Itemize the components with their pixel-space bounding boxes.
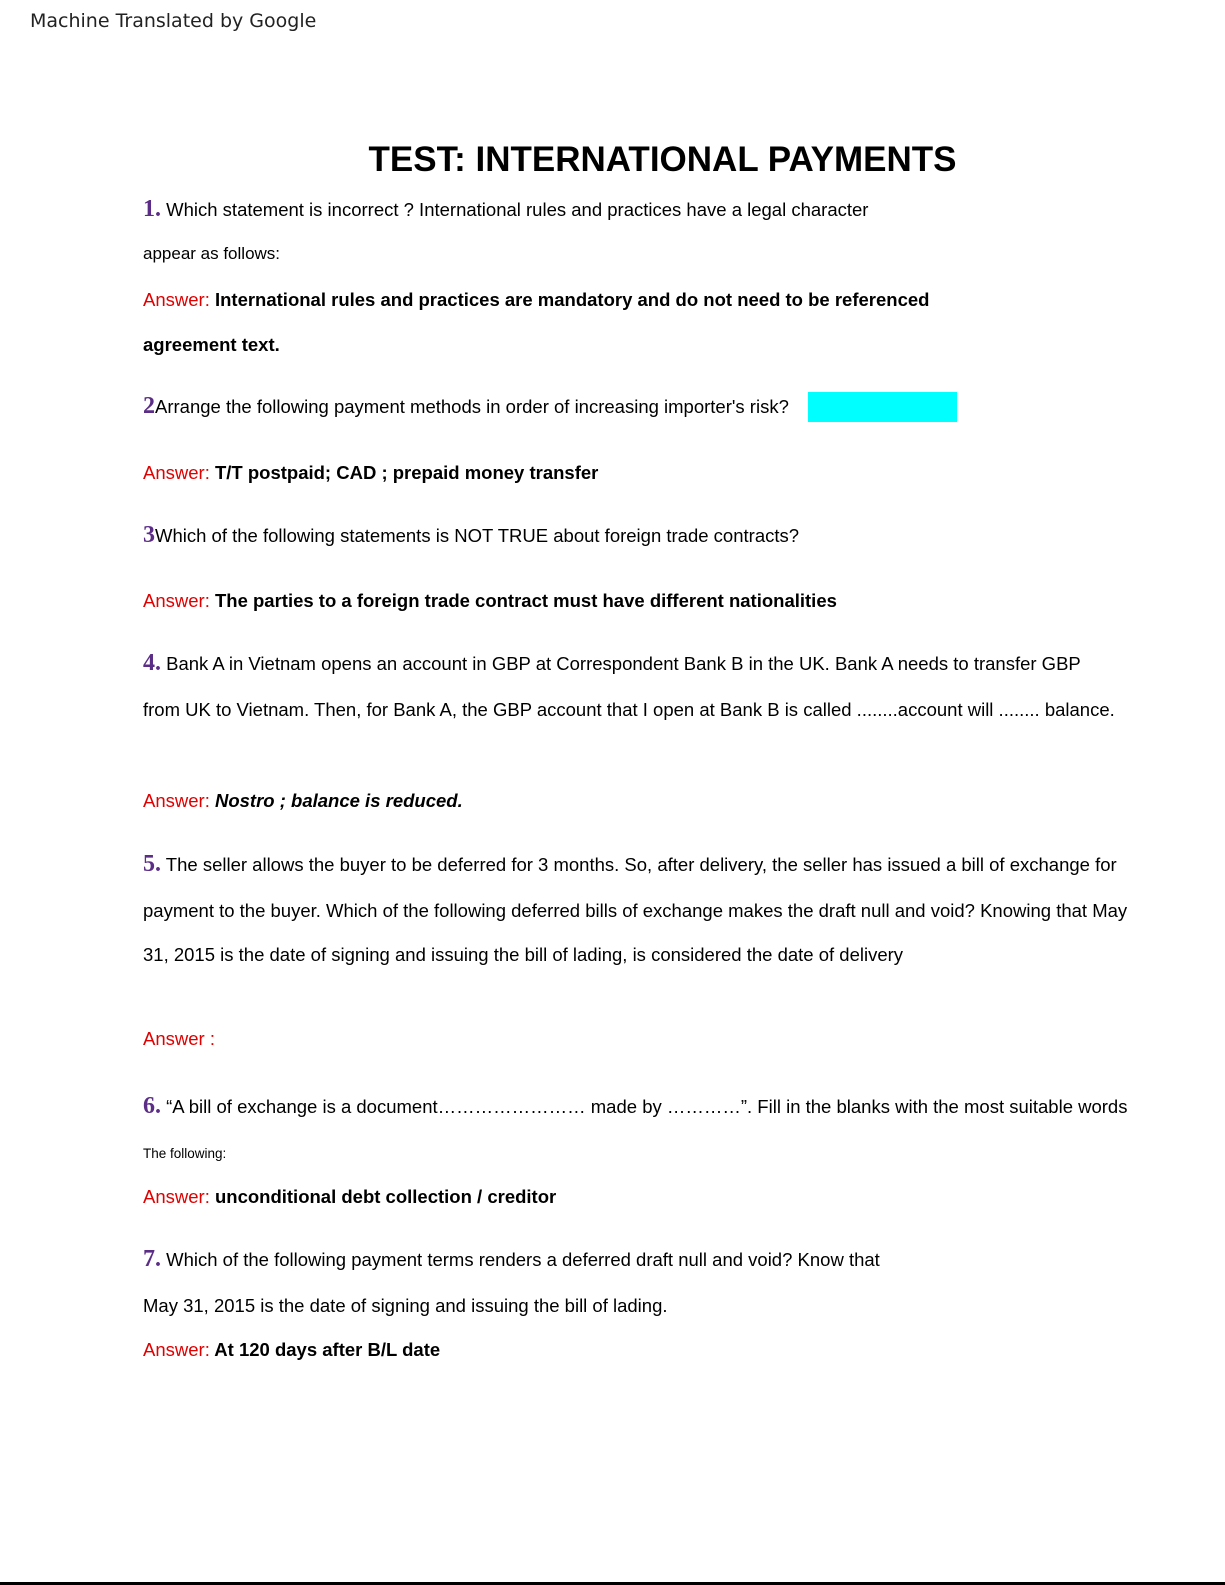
cyan-highlight: [808, 392, 957, 422]
question-number: 7.: [143, 1246, 161, 1272]
question-text: Arrange the following payment methods in order of increasing importer's risk?: [155, 396, 789, 417]
question-7-continuation: May 31, 2015 is the date of signing and issuing the bill of lading.: [143, 1295, 668, 1316]
question-text: Which statement is incorrect ? International rules and practices have a legal character: [161, 199, 869, 220]
question-number: 3: [143, 522, 155, 548]
question-3: [143, 522, 799, 549]
answer-4: [143, 790, 463, 812]
question-text: Which of the following payment terms renders a deferred draft null and void? Know that: [161, 1249, 880, 1270]
answer-text: T/T postpaid; CAD ; prepaid money transfer: [209, 462, 599, 483]
page-title: TEST: INTERNATIONAL PAYMENTS: [368, 140, 957, 179]
answer-label: Answer:: [143, 790, 210, 811]
question-7: [143, 1246, 880, 1273]
question-number: 5.: [143, 851, 161, 877]
answer-label: Answer:: [143, 1339, 210, 1360]
question-number: 6.: [143, 1093, 161, 1119]
answer-label: Answer:: [143, 289, 210, 310]
question-2: [143, 393, 789, 420]
answer-label: Answer :: [143, 1028, 215, 1049]
question-5-continuation-2: 31, 2015 is the date of signing and issuing the bill of lading, is considered the date of delivery: [143, 944, 904, 965]
answer-text: Nostro ; balance is reduced.: [209, 790, 463, 811]
question-number: 4.: [143, 650, 161, 676]
question-1: [143, 196, 868, 223]
question-5: [143, 851, 1117, 878]
machine-translation-banner: Machine Translated by Google: [30, 10, 317, 32]
question-text: “A bill of exchange is a document…………………… made by …………”. Fill in the blanks with the most suitable words: [161, 1096, 1128, 1117]
answer-5: [143, 1028, 215, 1050]
answer-text: At 120 days after B/L date: [209, 1339, 441, 1360]
question-4-continuation: from UK to Vietnam. Then, for Bank A, the GBP account that I open at Bank B is called ........account will ........ balance.: [143, 699, 1115, 720]
question-1-continuation: appear as follows:: [143, 244, 281, 263]
question-4: [143, 650, 1081, 677]
answer-6: [143, 1186, 556, 1208]
question-text: Bank A in Vietnam opens an account in GBP at Correspondent Bank B in the UK. Bank A needs to transfer GBP: [161, 653, 1081, 674]
answer-text: unconditional debt collection / creditor: [209, 1186, 557, 1207]
answer-text: The parties to a foreign trade contract must have different nationalities: [209, 590, 837, 611]
answer-2: [143, 462, 598, 484]
question-text: The seller allows the buyer to be deferred for 3 months. So, after delivery, the seller has issued a bill of exchange for: [161, 854, 1117, 875]
answer-label: Answer:: [143, 590, 210, 611]
answer-3: [143, 590, 837, 612]
answer-1: [143, 289, 929, 311]
question-5-continuation: payment to the buyer. Which of the following deferred bills of exchange makes the draft null and void? Knowing that May: [143, 900, 1128, 921]
question-text: Which of the following statements is NOT TRUE about foreign trade contracts?: [155, 525, 800, 546]
answer-7: [143, 1339, 440, 1361]
question-6-continuation: The following:: [143, 1146, 227, 1161]
question-number: 2: [143, 393, 155, 419]
answer-1-continuation: agreement text.: [143, 334, 280, 355]
question-6: [143, 1093, 1127, 1120]
answer-label: Answer:: [143, 462, 210, 483]
answer-label: Answer:: [143, 1186, 210, 1207]
question-number: 1.: [143, 196, 161, 222]
answer-text: International rules and practices are mandatory and do not need to be referenced: [209, 289, 930, 310]
